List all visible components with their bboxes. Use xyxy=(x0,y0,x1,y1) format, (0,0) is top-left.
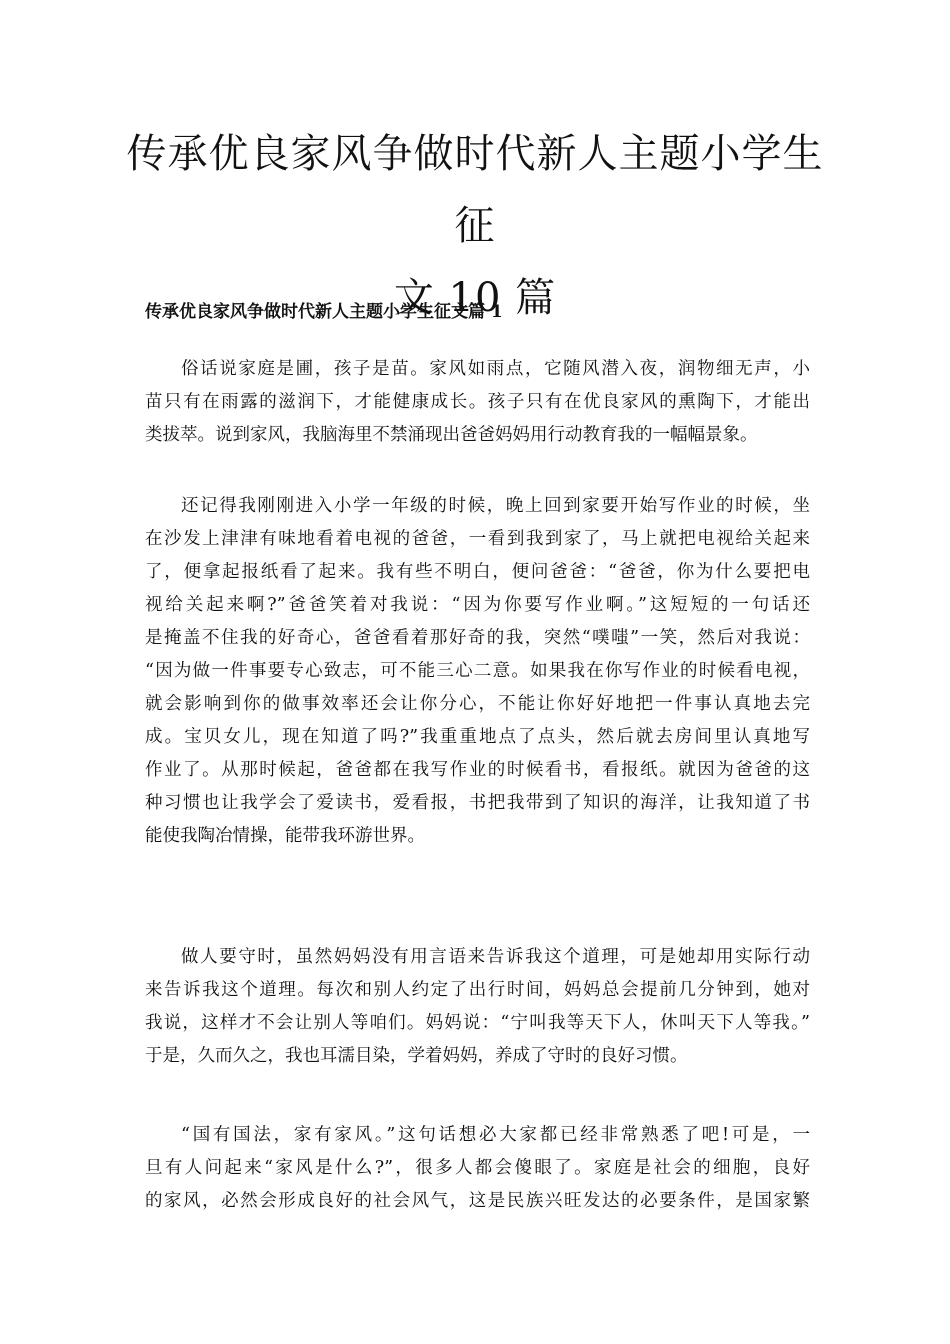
paragraph-line: 是掩盖不住我的好奇心，爸爸看着那好奇的我，突然“噗嗤”一笑，然后对我说： xyxy=(145,628,810,648)
document-title-line: 传承优良家风争做时代新人主题小学生征 xyxy=(126,131,824,249)
paragraph-line: 了，便拿起报纸看了起来。我有些不明白，便问爸爸：“爸爸，你为什么要把电 xyxy=(145,562,810,582)
paragraph xyxy=(145,353,810,452)
paragraph-line: “因为做一件事要专心致志，可不能三心二意。如果我在你写作业的时候看电视， xyxy=(145,661,810,681)
paragraph xyxy=(145,1119,810,1218)
paragraph-line: 种习惯也让我学会了爱读书，爱看报，书把我带到了知识的海洋，让我知道了书 xyxy=(145,793,810,813)
paragraph-line: 旦有人问起来“家风是什么?”，很多人都会傻眼了。家庭是社会的细胞，良好 xyxy=(145,1158,810,1178)
section-heading: 传承优良家风争做时代新人主题小学生征文篇 1 xyxy=(145,302,503,322)
paragraph-line: 于是，久而久之，我也耳濡目染，学着妈妈，养成了守时的良好习惯。 xyxy=(145,1046,688,1066)
paragraph-line: 做人要守时，虽然妈妈没有用言语来告诉我这个道理，可是她却用实际行动 xyxy=(181,947,810,967)
paragraph-line: 的家风，必然会形成良好的社会风气，这是民族兴旺发达的必要条件，是国家繁 xyxy=(145,1191,810,1211)
paragraph-line: 能使我陶冶情操，能带我环游世界。 xyxy=(145,826,425,846)
paragraph-line: 类拔萃。说到家风，我脑海里不禁涌现出爸爸妈妈用行动教育我的一幅幅景象。 xyxy=(145,425,758,445)
paragraph-line: 成。宝贝女儿，现在知道了吗?”我重重地点了点头，然后就去房间里认真地写 xyxy=(145,727,810,747)
paragraph-line: 还记得我刚刚进入小学一年级的时候，晚上回到家要开始写作业的时候，坐 xyxy=(181,496,810,516)
paragraph-line: 在沙发上津津有味地看着电视的爸爸，一看到我到家了，马上就把电视给关起来 xyxy=(145,529,810,549)
paragraph-line: 来告诉我这个道理。每次和别人约定了出行时间，妈妈总会提前几分钟到，她对 xyxy=(145,980,810,1000)
paragraph-line: 作业了。从那时候起，爸爸都在我写作业的时候看书，看报纸。就因为爸爸的这 xyxy=(145,760,810,780)
paragraph xyxy=(145,490,810,853)
document-title-line: 文 10 篇 xyxy=(393,275,557,321)
paragraph-line: 视给关起来啊?”爸爸笑着对我说：“因为你要写作业啊。”这短短的一句话还 xyxy=(145,595,810,615)
paragraph-line: 苗只有在雨露的滋润下，才能健康成长。孩子只有在优良家风的熏陶下，才能出 xyxy=(145,392,810,412)
paragraph-line: 我说，这样才不会让别人等咱们。妈妈说：“宁叫我等天下人，休叫天下人等我。” xyxy=(145,1013,810,1033)
paragraph xyxy=(145,941,810,1073)
paragraph-line: “国有国法，家有家风。”这句话想必大家都已经非常熟悉了吧!可是，一 xyxy=(181,1125,810,1145)
paragraph-line: 俗话说家庭是圃，孩子是苗。家风如雨点，它随风潜入夜，润物细无声，小 xyxy=(181,359,810,379)
paragraph-line: 就会影响到你的做事效率还会让你分心，不能让你好好地把一件事认真地去完 xyxy=(145,694,810,714)
